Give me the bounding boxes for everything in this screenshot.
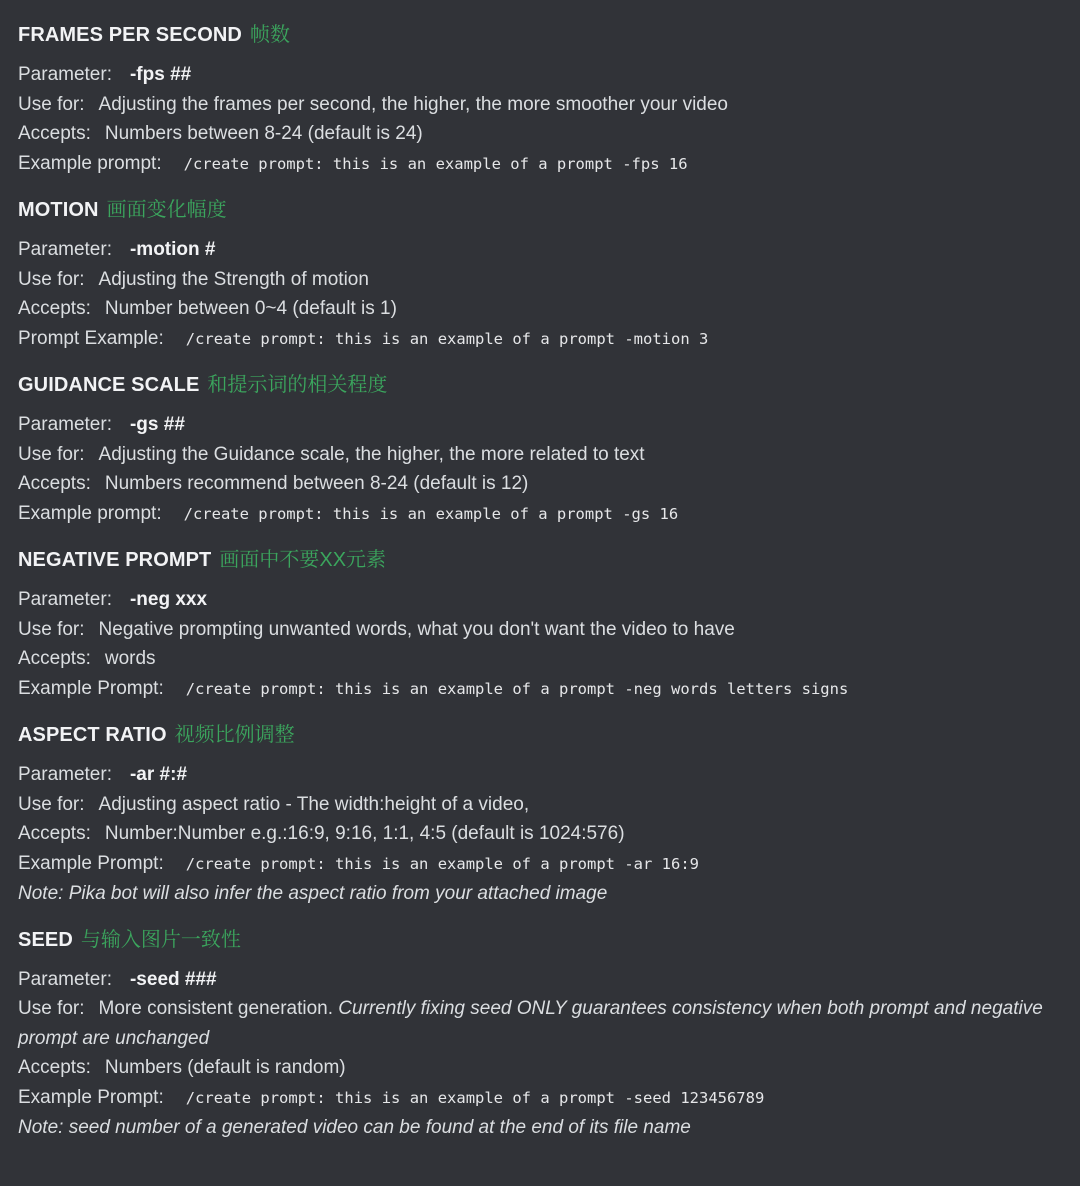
- message-content: [18, 18, 1062, 1157]
- use-for-line: [18, 615, 1062, 645]
- example-code: /create prompt: this is an example of a prompt -gs 16: [183, 504, 679, 523]
- accepts-text: Numbers between 8-24 (default is 24): [104, 123, 423, 144]
- accepts-label: Accepts:: [18, 823, 91, 844]
- example-line: [18, 674, 1062, 705]
- parameter-label: Parameter:: [18, 968, 112, 990]
- accepts-label: Accepts:: [18, 1057, 91, 1078]
- section-aspect-ratio: [18, 718, 1062, 909]
- parameter-line: [18, 585, 1062, 615]
- example-line: [18, 324, 1062, 355]
- section-chinese-label: 与输入图片一致性: [80, 928, 241, 951]
- parameter-line: [18, 965, 1062, 995]
- section-title: GUIDANCE SCALE: [18, 374, 200, 396]
- use-for-line: [18, 265, 1062, 295]
- parameter-value: -ar #:#: [129, 764, 188, 785]
- example-label: Example Prompt:: [18, 852, 164, 874]
- accepts-text: words: [104, 648, 156, 669]
- use-for-text: More consistent generation.: [98, 998, 333, 1019]
- section-title: MOTION: [18, 199, 99, 221]
- example-code: /create prompt: this is an example of a prompt -fps 16: [183, 154, 688, 173]
- section-heading: [18, 18, 1062, 52]
- use-for-text: Adjusting aspect ratio - The width:height of a video,: [98, 793, 530, 815]
- section-heading: [18, 718, 1062, 752]
- accepts-label: Accepts:: [18, 473, 91, 494]
- use-for-label: Use for:: [18, 618, 85, 640]
- accepts-label: Accepts:: [18, 298, 91, 319]
- section-heading: [18, 923, 1062, 957]
- accepts-line: [18, 294, 1062, 324]
- section-chinese-label: 画面中不要XX元素: [219, 549, 387, 571]
- parameter-label: Parameter:: [18, 239, 112, 260]
- accepts-line: [18, 469, 1062, 499]
- use-for-label: Use for:: [18, 93, 85, 115]
- note-text: Note: Pika bot will also infer the aspect ratio from your attached image: [18, 883, 608, 904]
- accepts-text: Numbers (default is random): [104, 1057, 346, 1078]
- accepts-line: [18, 644, 1062, 674]
- use-for-label: Use for:: [18, 443, 85, 465]
- use-for-text: Negative prompting unwanted words, what you don't want the video to have: [98, 618, 735, 640]
- section-heading: [18, 193, 1062, 227]
- example-label: Example Prompt:: [18, 1086, 164, 1108]
- example-label: Example prompt:: [18, 502, 162, 524]
- section-title: ASPECT RATIO: [18, 724, 167, 746]
- parameter-label: Parameter:: [18, 414, 112, 435]
- parameter-line: [18, 760, 1062, 790]
- use-for-text: Adjusting the frames per second, the higher, the more smoother your video: [98, 93, 728, 115]
- parameter-line: [18, 410, 1062, 440]
- parameter-value: -motion #: [129, 239, 216, 260]
- accepts-text: Number:Number e.g.:16:9, 9:16, 1:1, 4:5 (default is 1024:576): [104, 823, 625, 844]
- parameter-label: Parameter:: [18, 589, 112, 610]
- example-line: [18, 849, 1062, 880]
- example-code: /create prompt: this is an example of a prompt -neg words letters signs: [185, 679, 849, 698]
- use-for-label: Use for:: [18, 793, 85, 815]
- section-title: FRAMES PER SECOND: [18, 24, 242, 46]
- use-for-line: [18, 440, 1062, 470]
- section-chinese-label: 画面变化幅度: [106, 199, 227, 221]
- section-seed: [18, 923, 1062, 1143]
- parameter-value: -gs ##: [129, 414, 185, 435]
- section-motion: [18, 193, 1062, 354]
- parameter-label: Parameter:: [18, 764, 112, 785]
- use-for-line: [18, 994, 1062, 1053]
- accepts-text: Number between 0~4 (default is 1): [104, 298, 397, 319]
- section-heading: [18, 368, 1062, 402]
- parameter-value: -neg xxx: [129, 589, 208, 610]
- accepts-line: [18, 819, 1062, 849]
- parameter-label: Parameter:: [18, 64, 112, 85]
- use-for-label: Use for:: [18, 998, 85, 1019]
- use-for-text: Adjusting the Guidance scale, the higher, the more related to text: [98, 443, 645, 465]
- parameter-line: [18, 235, 1062, 265]
- example-code: /create prompt: this is an example of a prompt -ar 16:9: [185, 854, 699, 873]
- note-text: Note: seed number of a generated video can be found at the end of its file name: [18, 1117, 691, 1138]
- example-code: /create prompt: this is an example of a prompt -seed 123456789: [185, 1088, 765, 1107]
- use-for-label: Use for:: [18, 268, 85, 290]
- use-for-line: [18, 90, 1062, 120]
- example-label: Example prompt:: [18, 152, 162, 174]
- example-code: /create prompt: this is an example of a prompt -motion 3: [185, 329, 709, 348]
- example-line: [18, 1083, 1062, 1114]
- section-heading: [18, 543, 1062, 577]
- section-guidance-scale: [18, 368, 1062, 529]
- section-chinese-label: 帧数: [249, 24, 290, 46]
- accepts-label: Accepts:: [18, 648, 91, 669]
- example-label: Example Prompt:: [18, 677, 164, 699]
- use-for-text: Adjusting the Strength of motion: [98, 268, 369, 290]
- section-negative-prompt: [18, 543, 1062, 704]
- section-fps: [18, 18, 1062, 179]
- accepts-line: [18, 119, 1062, 149]
- parameter-value: -seed ###: [129, 968, 217, 990]
- section-title: SEED: [18, 928, 73, 951]
- example-line: [18, 149, 1062, 180]
- example-label: Prompt Example:: [18, 327, 164, 349]
- use-for-line: [18, 790, 1062, 820]
- parameter-value: -fps ##: [129, 64, 192, 85]
- use-for-italic-text: Currently fixing seed ONLY guarantees consistency when both prompt and negative prompt are unchanged: [18, 998, 1043, 1049]
- accepts-label: Accepts:: [18, 123, 91, 144]
- section-chinese-label: 和提示词的相关程度: [207, 374, 388, 396]
- section-title: NEGATIVE PROMPT: [18, 549, 212, 571]
- accepts-text: Numbers recommend between 8-24 (default is 12): [104, 473, 529, 494]
- parameter-line: [18, 60, 1062, 90]
- example-line: [18, 499, 1062, 530]
- accepts-line: [18, 1053, 1062, 1083]
- section-chinese-label: 视频比例调整: [174, 724, 295, 746]
